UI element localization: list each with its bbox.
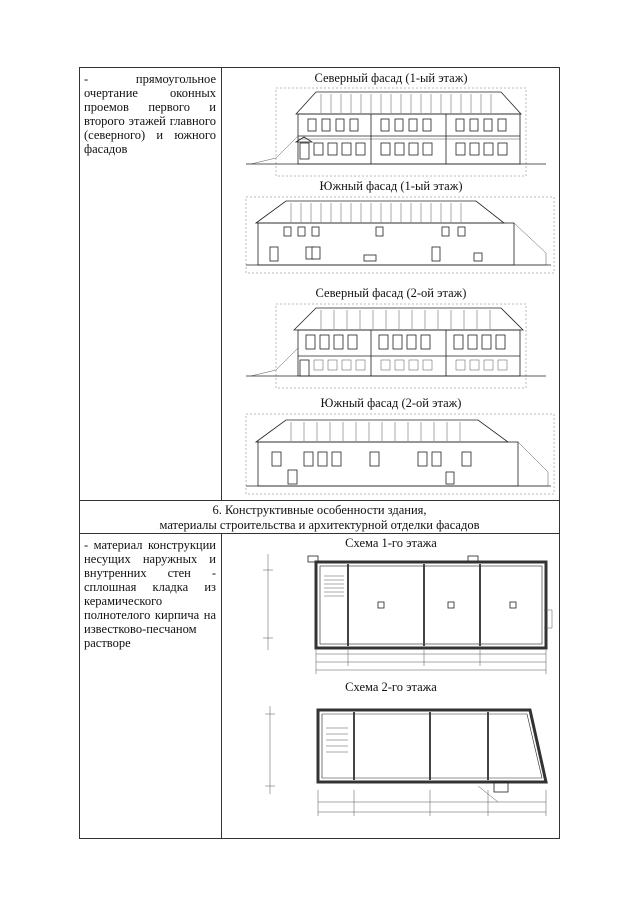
facade-window-description: - прямоугольное очертание оконных проемов первого и второго этажей главного (северного) и южного фасадов <box>84 72 216 156</box>
figure-title-south-1: Южный фасад (1-ый этаж) <box>319 179 463 193</box>
wall-material-description: - материал конструкции несущих наружных и внутренних стен - сплошная кладка из керамического полнотелого кирпича на известково-песчаном растворе <box>84 538 216 650</box>
figure-title-north-1: Северный фасад (1-ый этаж) <box>314 71 468 85</box>
section-6-title-line1: 6. Конструктивные особенности здания, <box>212 503 427 517</box>
document-table <box>79 67 560 839</box>
north-facade-1-drawing <box>246 86 556 178</box>
figure-title-plan-1: Схема 1-го этажа <box>345 536 437 550</box>
figure-title-south-2: Южный фасад (2-ой этаж) <box>320 396 462 410</box>
figure-title-plan-2: Схема 2-го этажа <box>345 680 437 694</box>
south-facade-2-drawing <box>246 412 556 496</box>
floor-1-plan-drawing <box>248 550 554 678</box>
south-facade-1-drawing <box>246 195 556 275</box>
table-row-facades <box>80 68 559 501</box>
north-facade-2-drawing <box>246 302 556 390</box>
column-divider <box>221 68 222 500</box>
table-row-construction <box>80 534 559 839</box>
section-6-header <box>80 501 559 534</box>
figure-title-north-2: Северный фасад (2-ой этаж) <box>315 286 467 300</box>
section-6-title-line2: материалы строительства и архитектурной отделки фасадов <box>159 518 480 532</box>
floor-2-plan-drawing <box>248 694 554 826</box>
